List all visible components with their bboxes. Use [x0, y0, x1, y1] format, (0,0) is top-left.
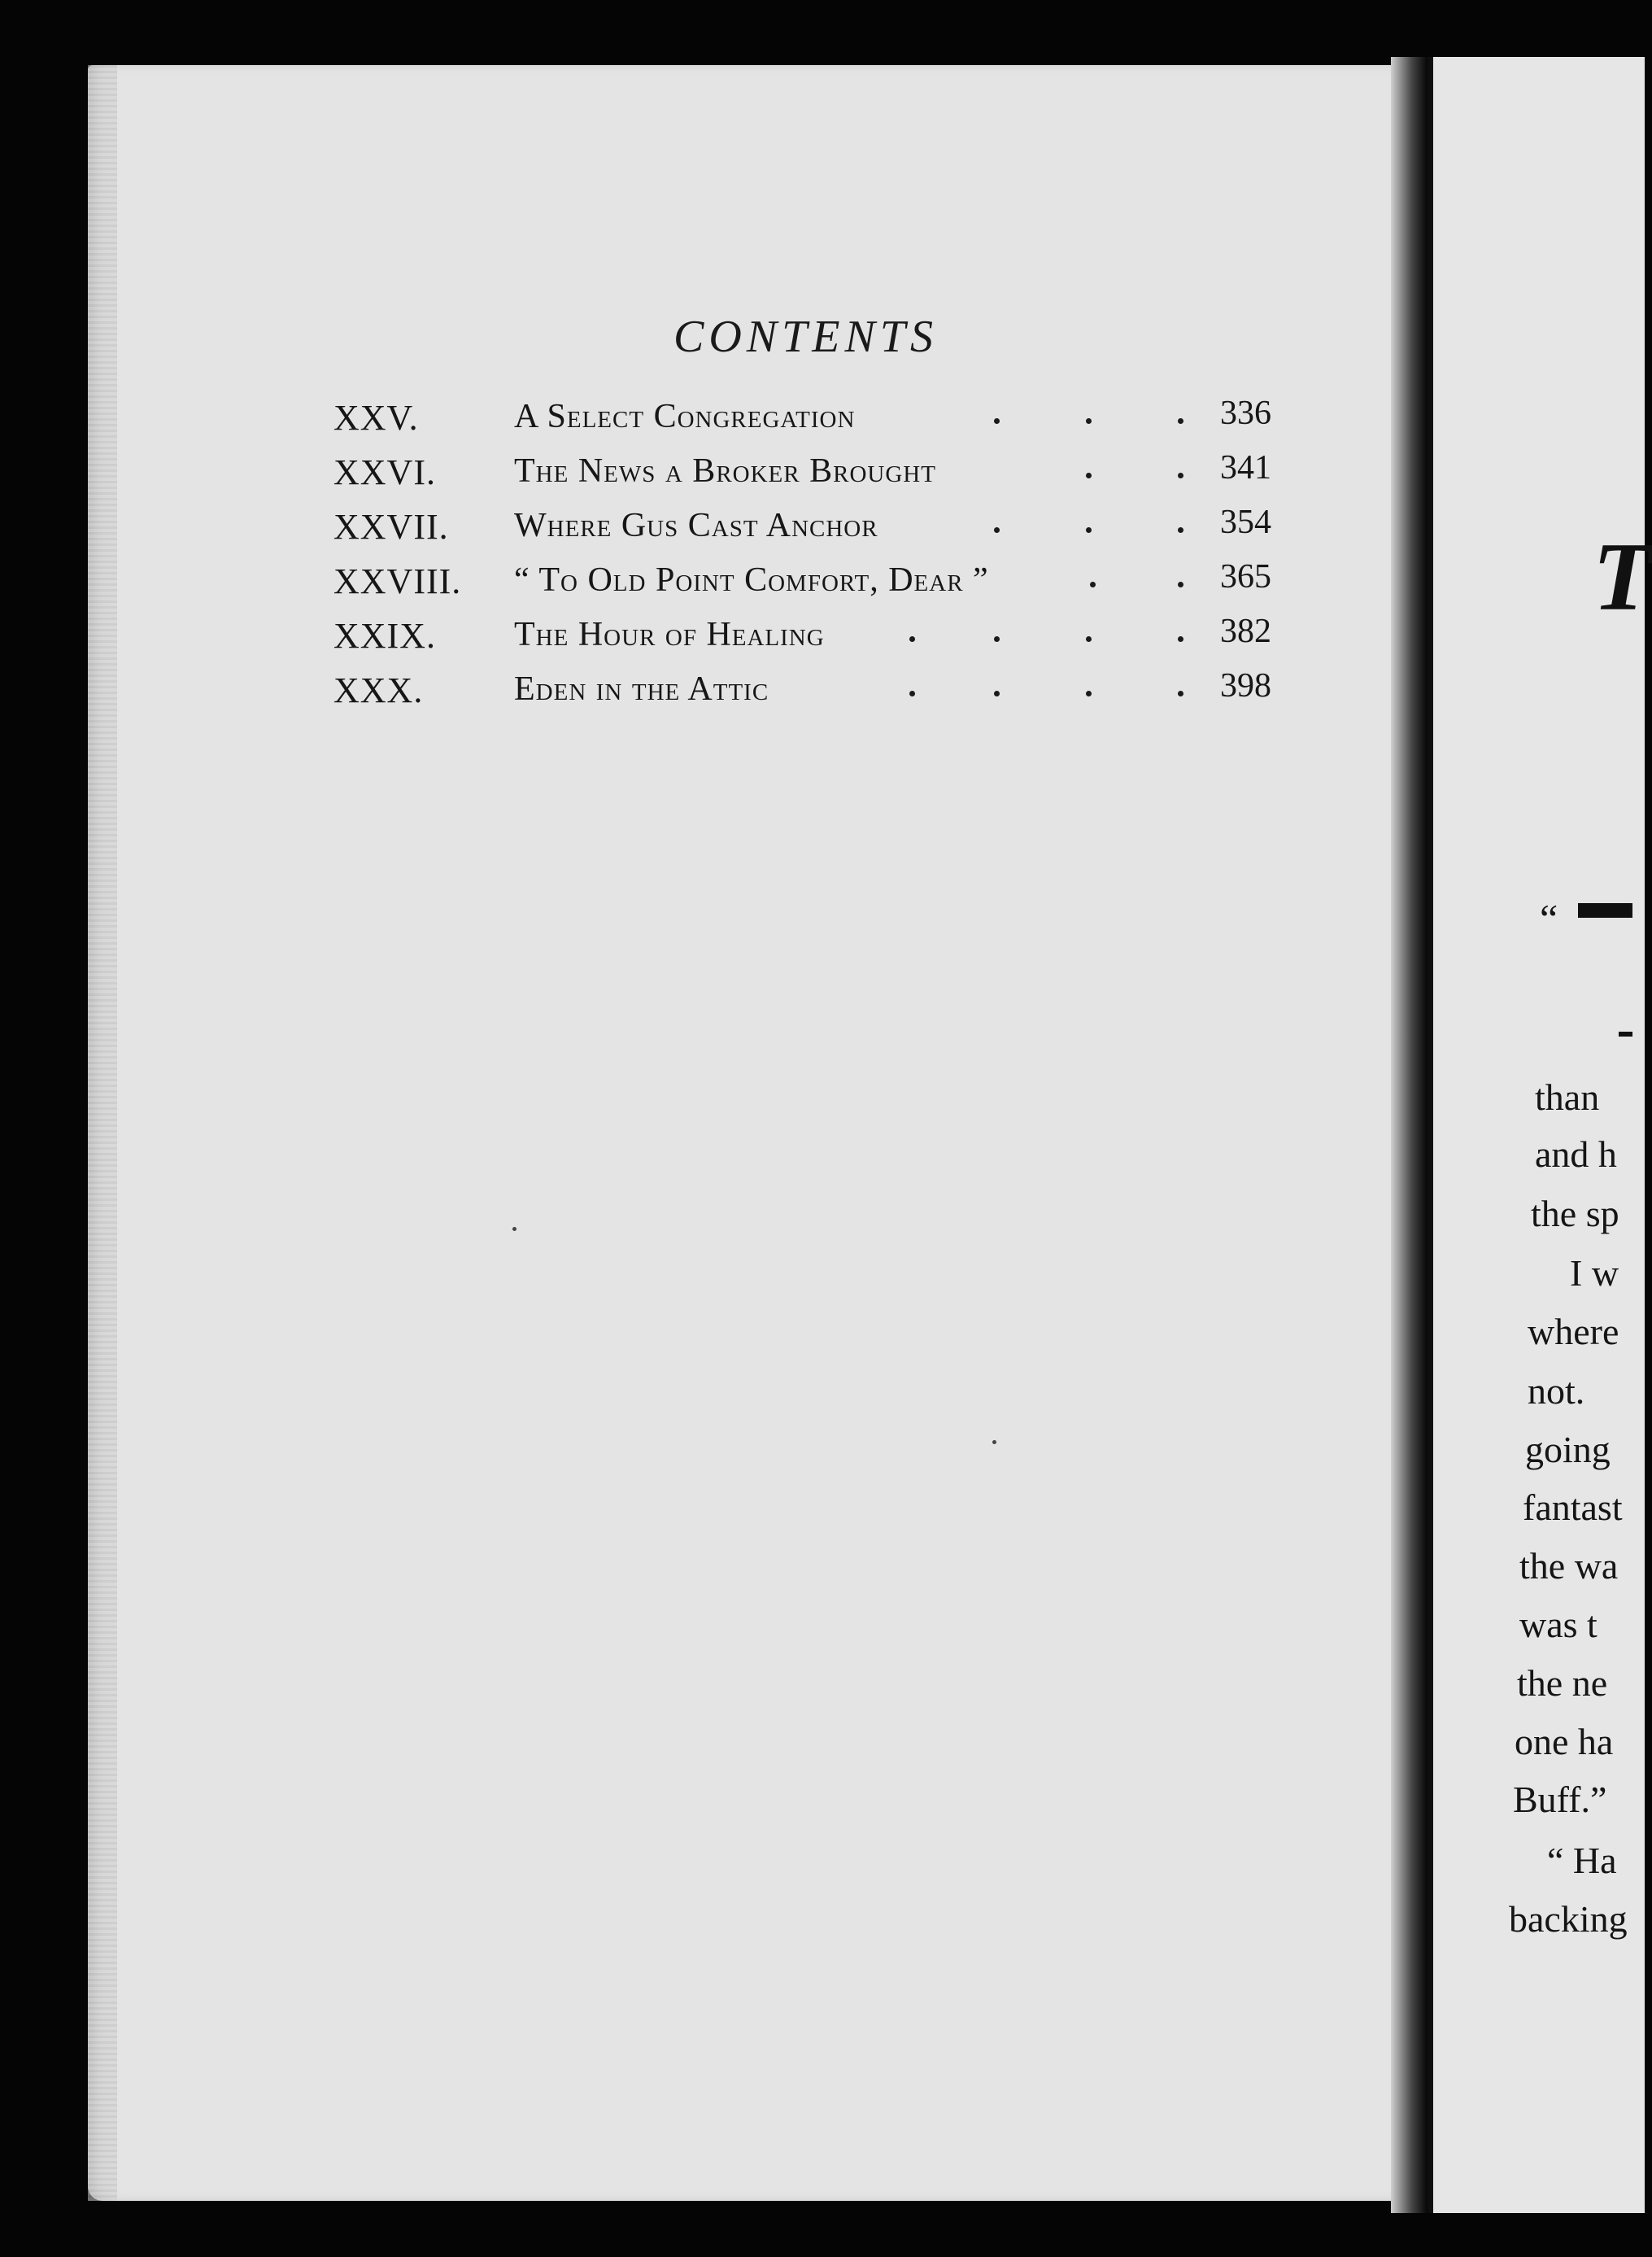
body-line: going	[1525, 1429, 1611, 1470]
table-of-contents	[333, 397, 1285, 724]
chapter-title: Eden in the Attic	[514, 670, 769, 708]
toc-entry	[333, 615, 1285, 670]
book-gutter	[1391, 57, 1438, 2213]
contents-heading: CONTENTS	[673, 312, 938, 362]
dot-leader	[333, 615, 1285, 670]
page-number: 341	[1220, 449, 1271, 487]
chapter-numeral: XXX.	[333, 670, 424, 710]
toc-entry	[333, 397, 1285, 452]
left-page	[88, 65, 1426, 2201]
body-line: backing	[1509, 1898, 1628, 1940]
paper-speck	[512, 1227, 517, 1231]
dot-leader	[333, 452, 1285, 506]
chapter-title: The Hour of Healing	[514, 616, 825, 653]
page-number: 336	[1220, 395, 1271, 432]
toc-entry	[333, 558, 1285, 615]
body-line: not.	[1528, 1370, 1585, 1412]
chapter-numeral: XXIX.	[333, 616, 436, 656]
opening-quote: “	[1540, 896, 1558, 941]
chapter-numeral: XXVII.	[333, 507, 449, 547]
dot-leader	[333, 561, 1285, 615]
body-line: and h	[1535, 1133, 1617, 1175]
body-line: the wa	[1519, 1545, 1619, 1587]
page-number: 365	[1220, 558, 1271, 596]
body-line: fantast	[1523, 1486, 1623, 1528]
dot-leader	[333, 670, 1285, 724]
chapter-title: A Select Congregation	[514, 398, 856, 435]
page-number: 398	[1220, 667, 1271, 705]
chapter-numeral: XXVIII.	[333, 561, 462, 601]
dropcap-stroke	[1578, 903, 1632, 918]
toc-entry	[333, 449, 1285, 506]
body-line: than	[1535, 1076, 1600, 1118]
dropcap-stroke	[1619, 1032, 1632, 1037]
dot-leader	[333, 397, 1285, 452]
chapter-title: “ To Old Point Comfort, Dear ”	[514, 561, 989, 599]
page-number: 382	[1220, 613, 1271, 650]
chapter-numeral: XXVI.	[333, 452, 436, 492]
chapter-title: The News a Broker Brought	[514, 452, 936, 490]
dot-leader	[333, 506, 1285, 561]
chapter-numeral: XXV.	[333, 398, 419, 438]
body-line: the sp	[1531, 1193, 1619, 1234]
body-line: Buff.”	[1513, 1779, 1607, 1820]
body-line: was t	[1519, 1604, 1598, 1645]
body-line: the ne	[1517, 1662, 1608, 1704]
body-line: I w	[1570, 1252, 1619, 1294]
chapter-title: Where Gus Cast Anchor	[514, 507, 878, 544]
page-number: 354	[1220, 504, 1271, 541]
chapter-heading-fragment: T	[1593, 522, 1652, 631]
body-line: “ Ha	[1547, 1840, 1617, 1881]
paper-speck	[992, 1440, 996, 1444]
toc-entry	[333, 506, 1285, 561]
body-line: one ha	[1515, 1721, 1614, 1762]
body-line: where	[1528, 1311, 1619, 1352]
toc-entry	[333, 667, 1285, 724]
